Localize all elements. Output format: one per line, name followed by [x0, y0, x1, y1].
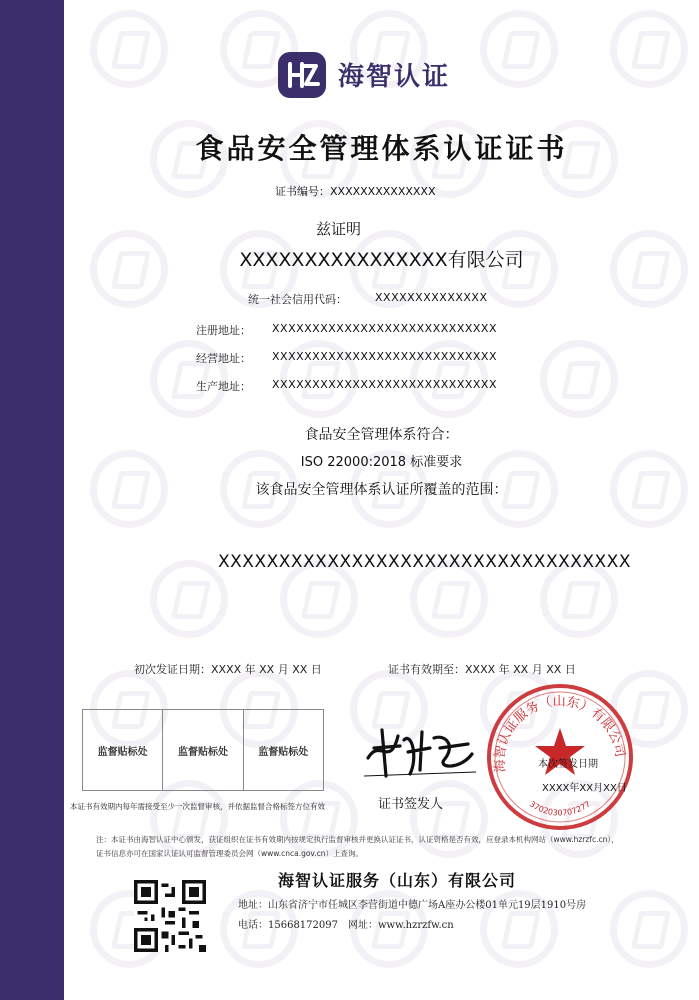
production-address-label: 生产地址：: [196, 380, 251, 393]
first-issue-date: 初次发证日期：XXXX 年 XX 月 XX 日: [134, 663, 322, 676]
watermark-logo-icon: [280, 780, 358, 858]
scope-heading: 该食品安全管理体系认证所覆盖的范围：: [255, 482, 508, 498]
supervision-cell: 监督贴标处: [163, 710, 243, 790]
issue-date-value: XXXX年XX月XX日: [542, 783, 627, 794]
signer-label: 证书签发人: [378, 797, 444, 812]
watermark-logo-icon: [150, 780, 228, 858]
certificate-number: 证书编号：XXXXXXXXXXXXXX: [275, 185, 436, 198]
watermark-logo-icon: [150, 560, 228, 638]
supervision-cell: 监督贴标处: [83, 710, 163, 790]
hz-logo-icon: [278, 52, 326, 98]
watermark-logo-icon: [410, 780, 488, 858]
production-address-value: XXXXXXXXXXXXXXXXXXXXXXXXXXXX: [272, 378, 497, 391]
registered-address-label: 注册地址：: [196, 324, 251, 337]
qr-code: [134, 880, 206, 952]
signature-image: [360, 718, 480, 780]
watermark-logo-icon: [610, 890, 688, 968]
svg-text:3702030707277: [528, 799, 592, 817]
supervision-label-box: [82, 709, 324, 791]
supervision-cell: 监督贴标处: [258, 746, 309, 758]
watermark-logo-icon: [610, 10, 688, 88]
certify-text: 兹证明: [316, 220, 362, 238]
certificate-title: 食品安全管理体系认证证书: [195, 132, 568, 165]
registered-address-value: XXXXXXXXXXXXXXXXXXXXXXXXXXXX: [272, 322, 497, 335]
footnote-line-2: 证书信息亦可在国家认证认可监督管理委员会网（www.cnca.gov.cn）上查询。: [96, 849, 364, 858]
business-address-value: XXXXXXXXXXXXXXXXXXXXXXXXXXXX: [272, 350, 497, 363]
brand-name: 海智认证: [338, 62, 451, 92]
issue-date-label: 本次签发日期: [538, 759, 598, 770]
scope-value: XXXXXXXXXXXXXXXXXXXXXXXXXXXXXXXXXX: [218, 552, 631, 572]
conformity-statement: 食品安全管理体系符合：: [304, 427, 459, 443]
seal-code: 3702030707277: [527, 799, 593, 818]
watermark-logo-icon: [480, 10, 558, 88]
supervision-note: 本证书有效期内每年需接受至少一次监督审核，并依据监督合格标签方位有效: [70, 802, 325, 811]
organization-address: 地址：山东省济宁市任城区李营街道中德广场A座办公楼01单元19层1910号房: [238, 900, 587, 911]
watermark-logo-icon: [540, 340, 618, 418]
credit-code-value: XXXXXXXXXXXXXX: [375, 291, 488, 304]
credit-code-label: 统一社会信用代码：: [248, 293, 347, 306]
valid-until-date: 证书有效期至：XXXX 年 XX 月 XX 日: [388, 663, 576, 676]
watermark-logo-icon: [90, 10, 168, 88]
organization-contact: 电话：15668172097 网址：www.hzrzfw.cn: [238, 920, 454, 931]
seal-org-text: 海智认证服务（山东）有限公司: [492, 694, 628, 773]
organization-name: 海智认证服务（山东）有限公司: [278, 871, 517, 890]
company-name: XXXXXXXXXXXXXXXX有限公司: [239, 249, 524, 271]
business-address-label: 经营地址：: [196, 352, 251, 365]
standard-text: ISO 22000:2018 标准要求: [300, 455, 463, 470]
footnote-line-1: 注：本证书由海智认证中心颁发，获证组织在证书有效期内按规定执行监督审核并更换认证证书，认证资格是否有效，应登录本机构网站（www.hzrzfc.cn），: [96, 835, 619, 844]
